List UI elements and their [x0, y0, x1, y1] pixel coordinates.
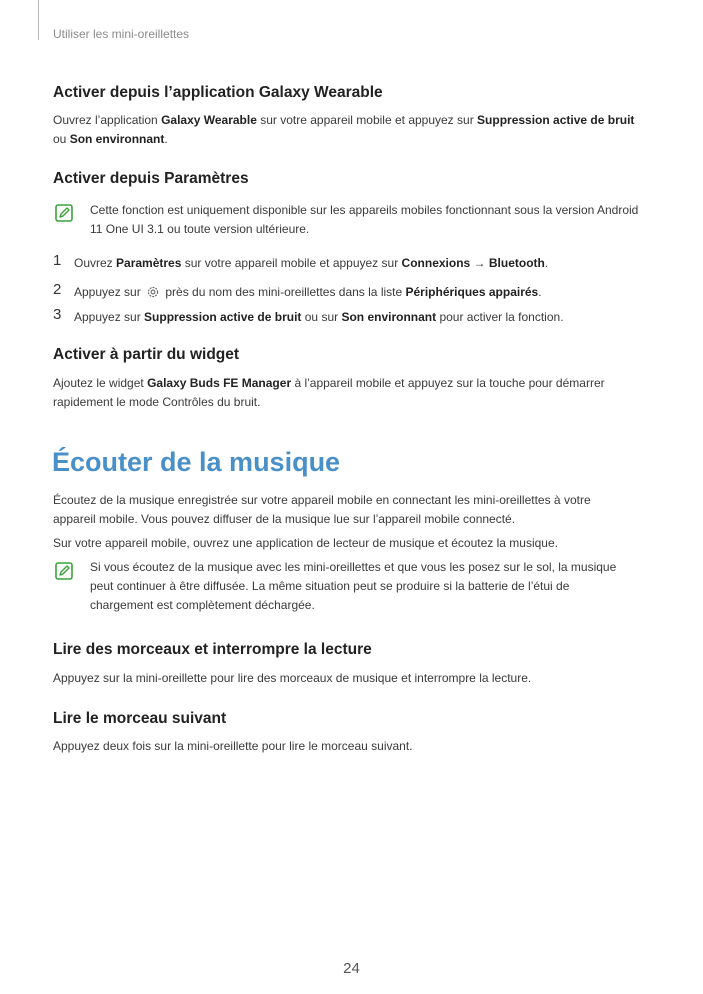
section-title-next-track: Lire le morceau suivant: [53, 710, 227, 727]
gear-icon: [146, 285, 160, 299]
paragraph-music-open-app: Sur votre appareil mobile, ouvrez une application de lecteur de musique et écoutez la musique.: [53, 536, 558, 550]
step-text: Ouvrez Paramètres sur votre appareil mobile et appuyez sur Connexions → Bluetooth.: [74, 256, 549, 270]
note-icon: [55, 204, 73, 222]
page-number: 24: [343, 960, 360, 977]
step-number: 3: [53, 306, 62, 323]
note-icon: [55, 562, 73, 580]
paragraph-next-track: Appuyez deux fois sur la mini-oreillette pour lire le morceau suivant.: [53, 739, 413, 753]
section-title-widget: Activer à partir du widget: [53, 346, 240, 363]
section-title-galaxy-wearable: Activer depuis l’application Galaxy Wearable: [53, 84, 383, 101]
step-text: Appuyez sur près du nom des mini-oreillettes dans la liste Périphériques appairés.: [74, 285, 542, 299]
chapter-title: Utiliser les mini-oreillettes: [53, 27, 190, 41]
paragraph-widget: Ajoutez le widget Galaxy Buds FE Manager à l’appareil mobile et appuyez sur la touche pour démarrer rapidement le mode Contrôles du bruit.: [53, 376, 605, 409]
note-music-floor: Si vous écoutez de la musique avec les mini-oreillettes et que vous les posez sur le sol, la musique peut continuer à être diffusée. La même situation peut se produire si la batterie de l’étui de chargement est complètement déchargée.: [90, 560, 617, 612]
step-number: 2: [53, 281, 62, 298]
heading-ecouter-musique: Écouter de la musique: [52, 447, 341, 477]
paragraph-music-intro: Écoutez de la musique enregistrée sur votre appareil mobile en connectant les mini-oreillettes à votre appareil mobile. Vous pouvez diffuser de la musique lue sur l’appareil mobile connecté.: [53, 493, 591, 526]
note-android-version: Cette fonction est uniquement disponible sur les appareils mobiles fonctionnant sous la version Android 11 One UI 3.1 ou toute version ultérieure.: [90, 203, 639, 236]
step-text: Appuyez sur Suppression active de bruit ou sur Son environnant pour activer la fonction.: [74, 310, 564, 324]
step-number: 1: [53, 252, 62, 269]
paragraph-galaxy-wearable: Ouvrez l’application Galaxy Wearable sur votre appareil mobile et appuyez sur Suppression active de bruit ou Son environnant.: [53, 113, 635, 146]
section-title-play-pause: Lire des morceaux et interrompre la lecture: [53, 641, 372, 658]
section-title-parametres: Activer depuis Paramètres: [53, 170, 249, 187]
paragraph-play-pause: Appuyez sur la mini-oreillette pour lire des morceaux de musique et interrompre la lecture.: [53, 671, 532, 685]
header-rule: [38, 0, 39, 40]
